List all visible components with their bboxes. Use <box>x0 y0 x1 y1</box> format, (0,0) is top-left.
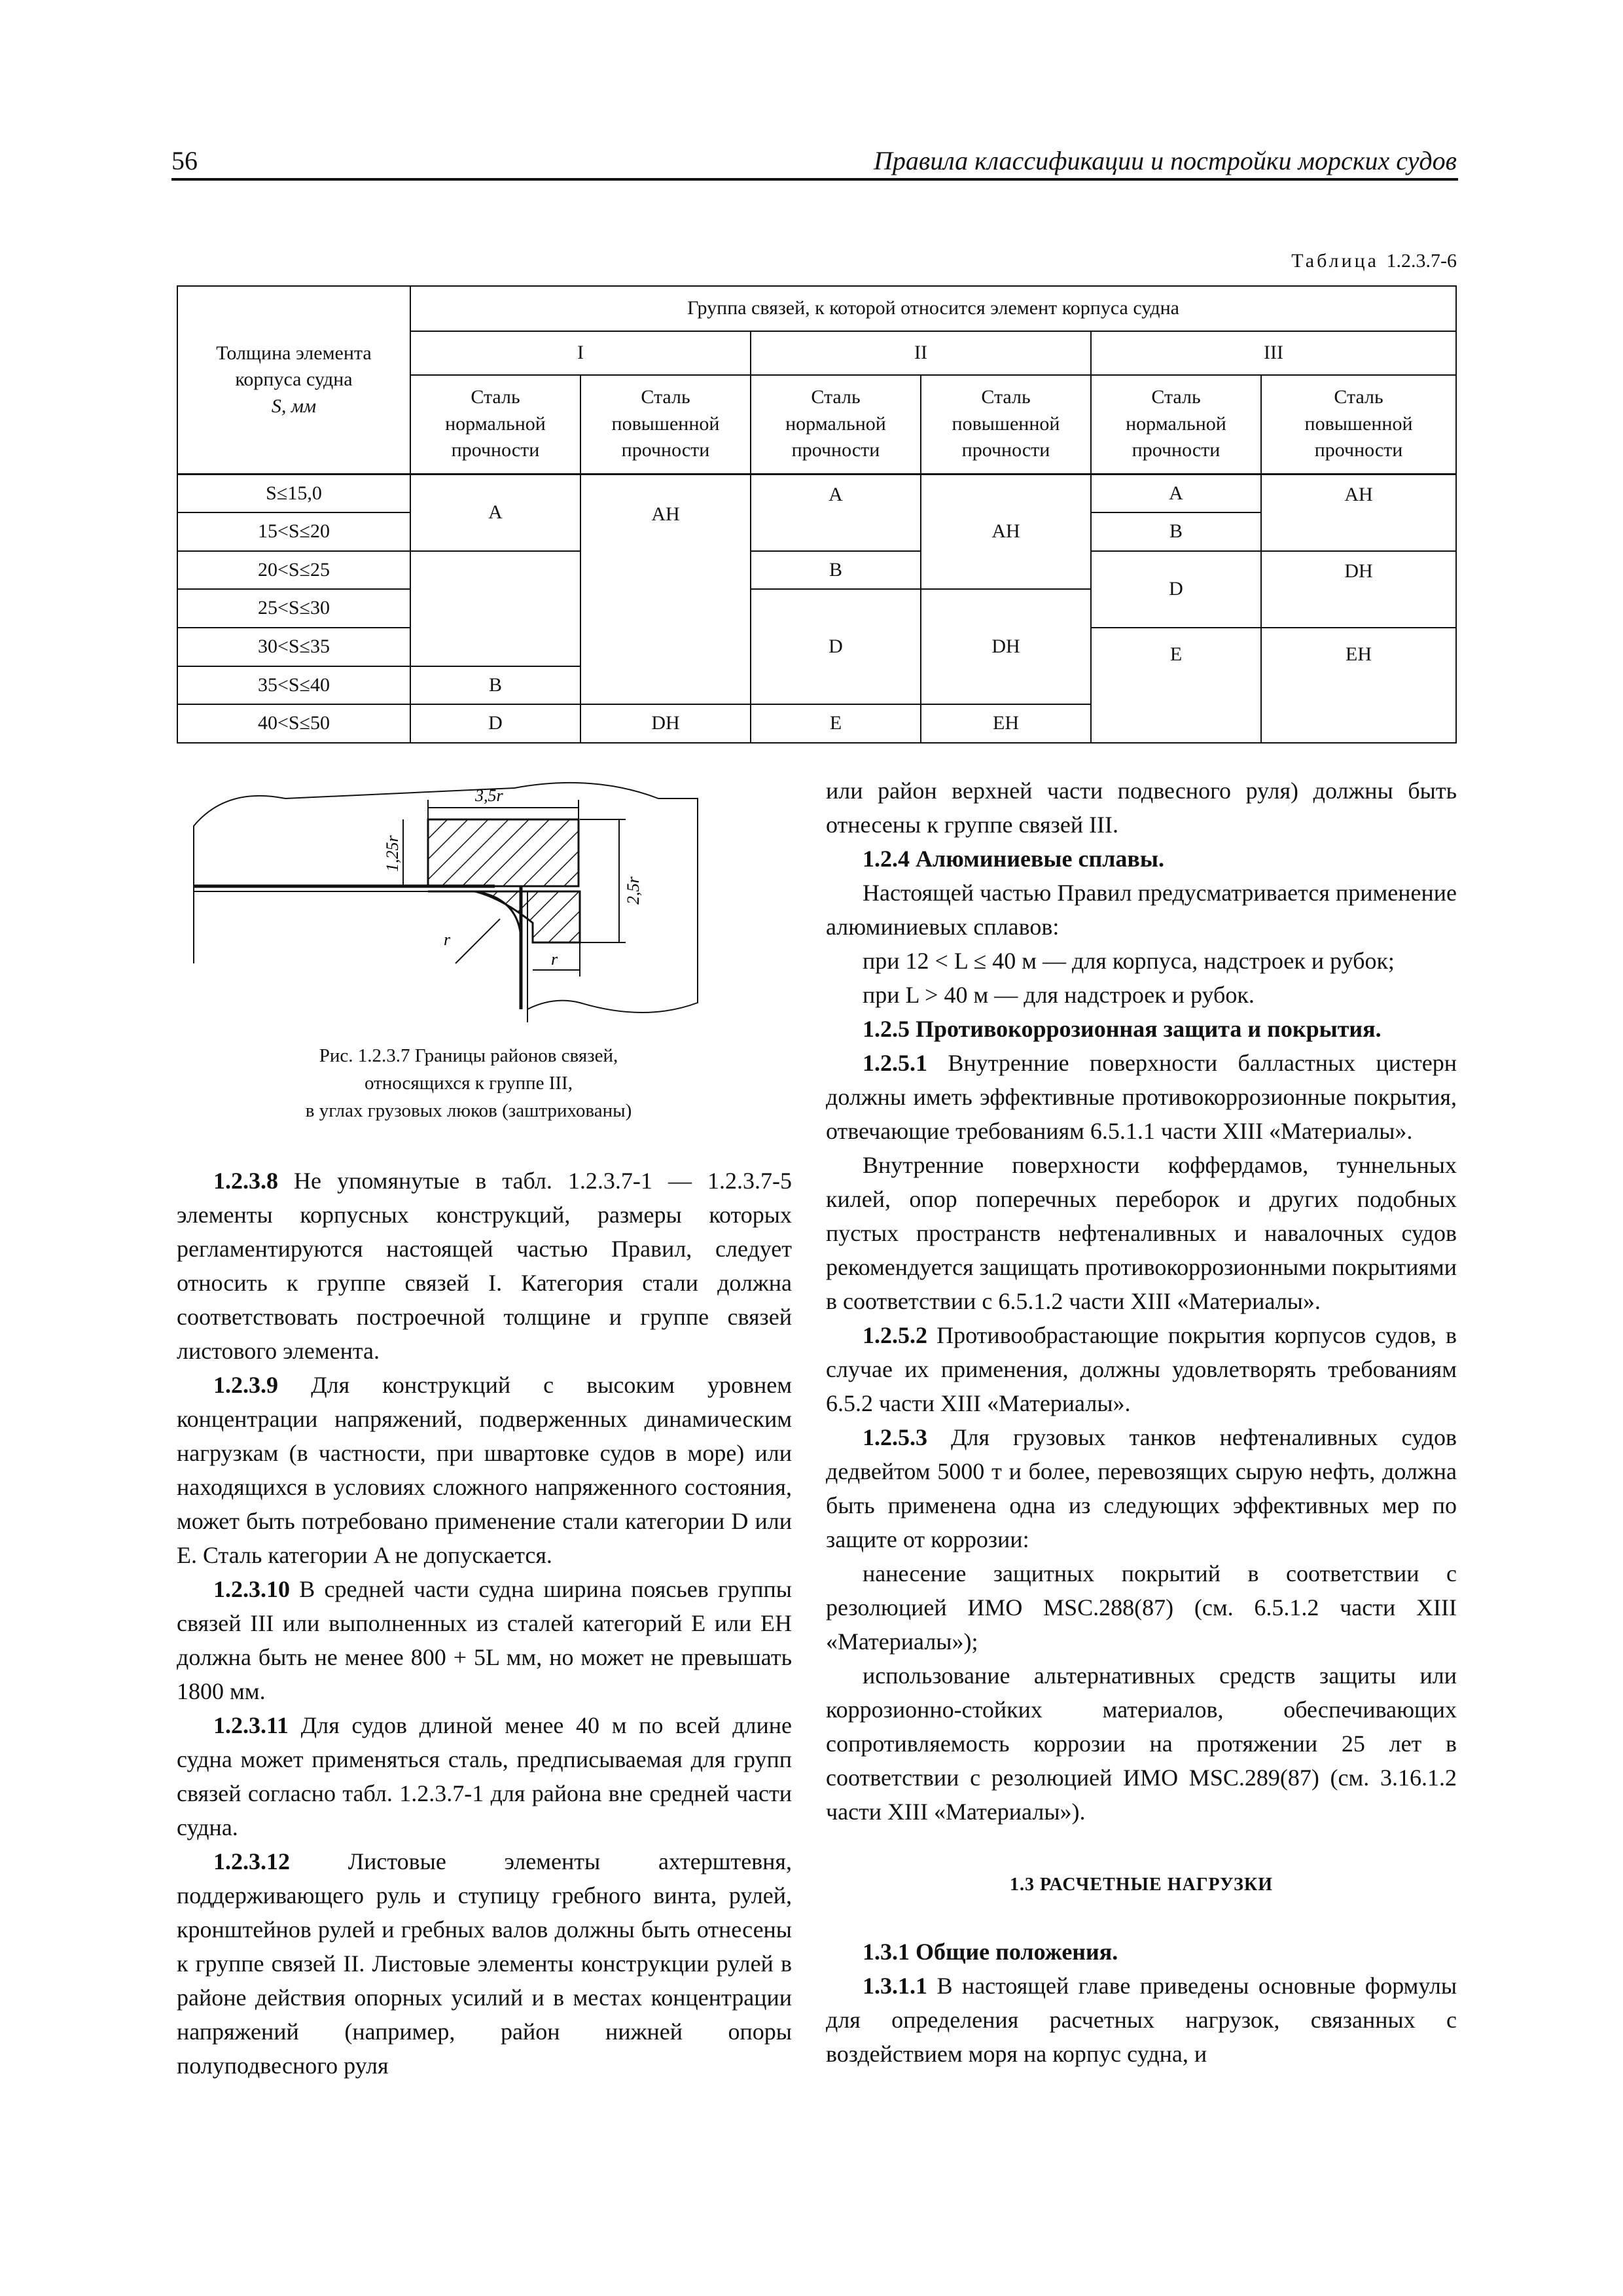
left-text-column <box>177 1164 792 2083</box>
paragraph-text: В настоящей главе приведены основные формулы для определения расчетных нагрузок, связанных с воздействием моря на корпус судна, и <box>826 1973 1457 2067</box>
steel-category-table <box>177 285 1457 744</box>
hl: нормальной <box>445 412 546 435</box>
paragraph-text: Для судов длиной менее 40 м по всей длине судна может применяться сталь, предписываемая для групп связей согласно табл. 1.2.3.7-1 для района вне средней части судна. <box>177 1712 792 1840</box>
group-i-header: I <box>410 331 751 375</box>
cell: B <box>410 666 580 705</box>
list-item: при 12 < L ≤ 40 м — для корпуса, надстроек и рубок; <box>863 948 1395 974</box>
cell: B <box>751 551 921 590</box>
figure-caption-line: относящихся к группе III, <box>365 1073 573 1094</box>
paragraph-number: 1.2.5.2 <box>863 1322 927 1348</box>
running-title: Правила классификации и постройки морских судов <box>873 146 1457 175</box>
page-header <box>171 145 1457 179</box>
cell: EH <box>921 704 1091 743</box>
paragraph-text: Для грузовых танков нефтеналивных судов дедвейтом 5000 т и более, перевозящих сырую нефть, должна быть применена одна из следующих эффективных мер по защите от коррозии: <box>826 1424 1457 1552</box>
paragraph-text: В средней части судна ширина поясьев группы связей III или выполненных из сталей категорий E или EH должна быть не менее 800 + 5L мм, но может не превышать 1800 мм. <box>177 1576 792 1704</box>
dim-bottom-label: r <box>551 950 558 969</box>
hl: прочности <box>791 439 880 461</box>
list-item: при L > 40 м — для надстроек и рубок. <box>863 982 1255 1008</box>
steel-normal-header <box>751 375 921 475</box>
steel-high-header <box>1261 375 1456 475</box>
paragraph-1-2-3-10 <box>177 1572 792 1708</box>
list-item: использование альтернативных средств защиты или коррозионно-стойких материалов, обеспечивающих сопротивляемость коррозии на протяжении 25 лет в соответствии с резолюцией ИМО MSC.289(87) (см. 3.16.1.2 части XIII «Материалы»). <box>826 1662 1457 1825</box>
figure-caption-line: Рис. 1.2.3.7 Границы районов связей, <box>319 1045 618 1066</box>
paragraph-1-2-3-8 <box>177 1164 792 1368</box>
paragraph-text: Для конструкций с высоким уровнем концентрации напряжений, подверженных динамическим нагрузкам (в частности, при швартовке судов в море) или находящихся в условиях сложного напряженного состояния, может быть потребовано применение стали категории D или E. Сталь категории A не допускается. <box>177 1372 792 1568</box>
paragraph-1-2-3-12 <box>177 1844 792 2083</box>
section-1-2-5-heading: 1.2.5 Противокоррозионная защита и покрытия. <box>863 1016 1382 1042</box>
stub-header <box>177 286 410 474</box>
paragraph-text: Внутренние поверхности балластных цистерн должны иметь эффективные противокоррозионные покрытия, отвечающие требованиям 6.5.1.1 части XIII «Материалы». <box>826 1050 1457 1144</box>
paragraph-number: 1.3.1.1 <box>863 1973 927 1999</box>
hl: прочности <box>961 439 1050 461</box>
dim-left-label: 1,25r <box>383 835 402 872</box>
thickness-row-label: 25<S≤30 <box>177 589 410 628</box>
hatch-corner-drawing <box>187 774 724 1035</box>
paragraph-text: Противообрастающие покрытия корпусов судов, в случае их применения, должны удовлетворять требованиям 6.5.2 части XIII «Материалы». <box>826 1322 1457 1416</box>
cell: AH <box>921 474 1091 589</box>
paragraph-text: Не упомянутые в табл. 1.2.3.7-1 — 1.2.3.7-5 элементы корпусных конструкций, размеры которых регламентируются настоящей частью Правил, следует относить к группе связей I. Категория стали должна соответствовать построечной толщине и группе связей листового элемента. <box>177 1168 792 1364</box>
cell: A <box>751 474 921 550</box>
steel-normal-header <box>1091 375 1261 475</box>
hl: Сталь <box>1334 386 1383 408</box>
steel-high-header <box>921 375 1091 475</box>
hl: прочности <box>451 439 540 461</box>
figure-caption-line: в углах грузовых люков (заштрихованы) <box>305 1100 632 1122</box>
cell: DH <box>921 589 1091 704</box>
table-caption-number: 1.2.3.7-6 <box>1386 250 1457 272</box>
hl: прочности <box>1314 439 1403 461</box>
table-caption <box>1291 250 1457 272</box>
dim-right-label: 2,5r <box>624 876 643 905</box>
hatched-region-upper <box>428 819 579 886</box>
section-1-3-1-heading: 1.3.1 Общие положения. <box>863 1939 1118 1965</box>
paragraph-number: 1.2.3.12 <box>213 1848 290 1874</box>
group-ii-header: II <box>751 331 1091 375</box>
table-caption-word: Таблица <box>1291 250 1379 272</box>
header-rule <box>171 178 1458 181</box>
paragraph-text: Листовые элементы ахтерштевня, поддерживающего руль и ступицу гребного винта, рулей, кронштейнов рулей и гребных валов должны быть отнесены к группе связей II. Листовые элементы конструкции рулей в районе действия опорных усилий и в местах концентрации напряжений (например, район нижней опоры полуподвесного руля <box>177 1848 792 2079</box>
stub-header-line: корпуса судна <box>235 368 353 391</box>
paragraph-number: 1.2.5.1 <box>863 1050 927 1076</box>
hl: Сталь <box>641 386 690 408</box>
group-header: Группа связей, к которой относится элемент корпуса судна <box>410 286 1456 331</box>
hl: повышенной <box>952 412 1060 435</box>
paragraph-number: 1.2.3.9 <box>213 1372 278 1398</box>
right-text-column <box>826 774 1457 2071</box>
paragraph-1-3-1-1 <box>826 1969 1457 2071</box>
cell-empty <box>410 551 580 666</box>
paragraph-number: 1.2.3.11 <box>213 1712 289 1738</box>
thickness-row-label: 15<S≤20 <box>177 512 410 551</box>
dim-width-label: 3,5r <box>475 786 503 805</box>
thickness-row-label: 20<S≤25 <box>177 551 410 590</box>
paragraph-1-2-5-3 <box>826 1420 1457 1556</box>
list-item: нанесение защитных покрытий в соответствии с резолюцией ИМО MSC.288(87) (см. 6.5.1.2 части XIII «Материалы»); <box>826 1560 1457 1655</box>
hl: нормальной <box>785 412 886 435</box>
paragraph-1-2-5-1 <box>826 1046 1457 1148</box>
stub-header-line: S, мм <box>271 395 317 417</box>
cell: AH <box>1261 474 1456 550</box>
chapter-1-3-title: 1.3 РАСЧЕТНЫЕ НАГРУЗКИ <box>1010 1874 1273 1895</box>
cell: EH <box>1261 628 1456 743</box>
hl: Сталь <box>1151 386 1201 408</box>
figure-caption <box>187 1042 750 1124</box>
cell: B <box>1091 512 1261 551</box>
cell: DH <box>580 704 751 743</box>
steel-high-header <box>580 375 751 475</box>
paragraph-1-2-4: Настоящей частью Правил предусматривается применение алюминиевых сплавов: <box>826 880 1457 940</box>
cell: A <box>410 474 580 550</box>
cell: A <box>1091 474 1261 512</box>
stub-header-line: Толщина элемента <box>216 342 372 364</box>
paragraph-number: 1.2.3.8 <box>213 1168 278 1194</box>
group-iii-header: III <box>1091 331 1456 375</box>
paragraph-number: 1.2.5.3 <box>863 1424 927 1450</box>
dim-radius-label: r <box>444 930 451 949</box>
paragraph-1-2-3-9 <box>177 1368 792 1572</box>
cell: D <box>410 704 580 743</box>
paragraph-1-2-5-1-cont: Внутренние поверхности коффердамов, туннельных килей, опор поперечных переборок и других подобных пустых пространств нефтеналивных и навалочных судов рекомендуется защищать противокоррозионными покрытиями в соответствии с 6.5.1.2 части XIII «Материалы». <box>826 1152 1457 1314</box>
hl: Сталь <box>471 386 520 408</box>
section-1-2-4-heading: 1.2.4 Алюминиевые сплавы. <box>863 846 1164 872</box>
hl: нормальной <box>1126 412 1226 435</box>
hl: повышенной <box>611 412 720 435</box>
thickness-row-label: 35<S≤40 <box>177 666 410 705</box>
thickness-row-label: 40<S≤50 <box>177 704 410 743</box>
continued-paragraph: или район верхней части подвесного руля) должны быть отнесены к группе связей III. <box>826 778 1457 838</box>
cell: D <box>751 589 921 704</box>
paragraph-number: 1.2.3.10 <box>213 1576 290 1602</box>
page-number: 56 <box>171 146 198 175</box>
cell: DH <box>1261 551 1456 628</box>
steel-normal-header <box>410 375 580 475</box>
hl: прочности <box>621 439 710 461</box>
cell: E <box>1091 628 1261 743</box>
cell: AH <box>580 474 751 704</box>
hl: прочности <box>1132 439 1221 461</box>
paragraph-1-2-3-11 <box>177 1708 792 1844</box>
hatched-region-corner <box>428 891 580 942</box>
cell: D <box>1091 551 1261 628</box>
thickness-row-label: S≤15,0 <box>177 474 410 512</box>
hatch-corner-figure <box>187 774 724 1035</box>
hl: Сталь <box>981 386 1031 408</box>
hl: Сталь <box>811 386 861 408</box>
cell: E <box>751 704 921 743</box>
hl: повышенной <box>1304 412 1413 435</box>
thickness-row-label: 30<S≤35 <box>177 628 410 666</box>
paragraph-1-2-5-2 <box>826 1318 1457 1420</box>
